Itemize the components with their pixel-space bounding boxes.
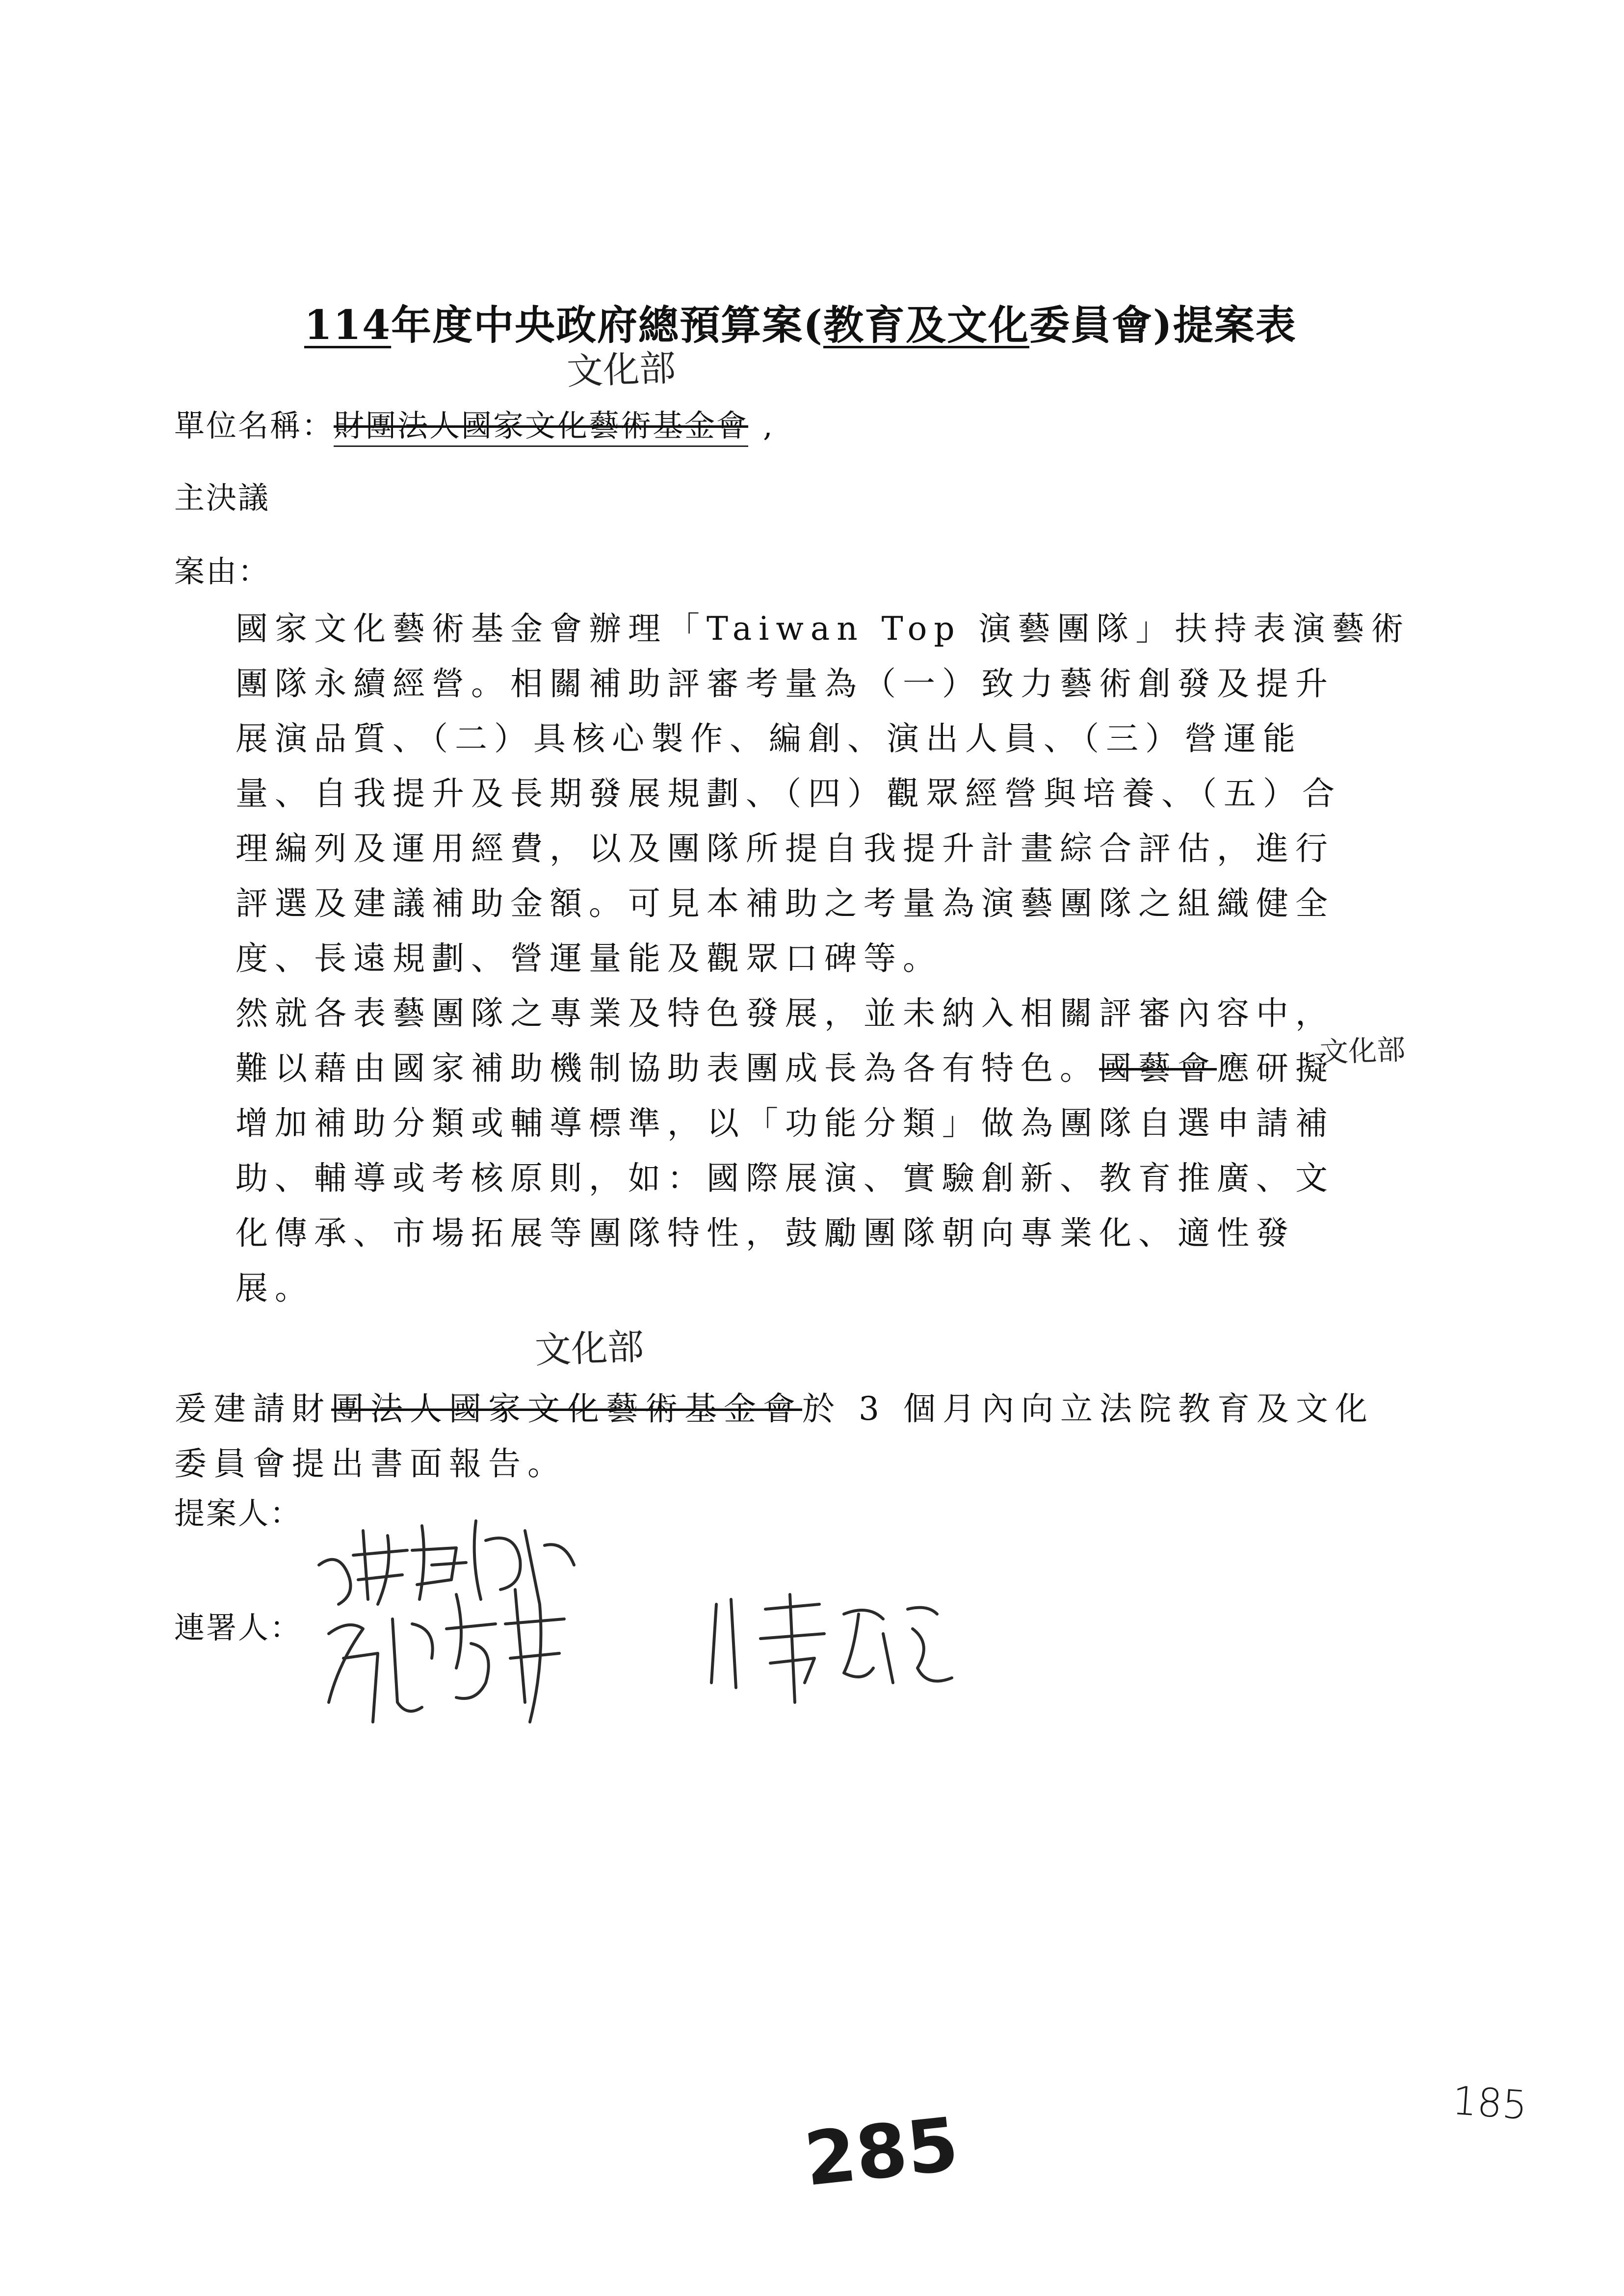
reason-line-9-struck: 國藝會 <box>1099 1049 1217 1087</box>
proposer-label: 提案人： <box>174 1495 302 1531</box>
title-suffix: 委員會)提案表 <box>1029 302 1297 349</box>
reason-line-9-after: 應研擬 <box>1217 1049 1335 1087</box>
reason-line-13: 展。 <box>236 1269 314 1307</box>
reason-line-5: 理編列及運用經費，以及團隊所提自我提升計畫綜合評估，進行 <box>236 830 1335 867</box>
request-line-2: 委員會提出書面報告。 <box>174 1445 567 1483</box>
reason-line-6: 評選及建議補助金額。可見本補助之考量為演藝團隊之組織健全 <box>236 885 1335 922</box>
document-title <box>304 293 1297 351</box>
handwritten-line-correction: 文化部 <box>1319 1032 1406 1070</box>
handwritten-request-correction: 文化部 <box>534 1326 645 1372</box>
unit-name-label: 單位名稱： <box>174 408 334 444</box>
reason-line-8: 然就各表藝團隊之專業及特色發展，並未納入相關評審內容中， <box>236 994 1335 1032</box>
reason-label: 案由： <box>174 553 270 589</box>
page-number-main: 285 <box>800 2102 963 2203</box>
request-line-1 <box>174 1383 1374 1429</box>
reason-line-2: 團隊永續經營。相關補助評審考量為（一）致力藝術創發及提升 <box>236 665 1335 703</box>
reason-line-4: 量、自我提升及長期發展規劃、（四）觀眾經營與培養、（五）合 <box>236 775 1341 812</box>
cosigner-signature-1 <box>309 1575 584 1742</box>
request-before: 爰建請財 <box>174 1390 331 1428</box>
reason-line-7: 度、長遠規劃、營運量能及觀眾口碑等。 <box>236 939 942 977</box>
reason-line-3: 展演品質、（二）具核心製作、編創、演出人員、（三）營運能 <box>236 720 1302 757</box>
reason-line-10: 增加補助分類或輔導標準，以「功能分類」做為團隊自選申請補 <box>236 1104 1335 1142</box>
reason-line-12: 化傳承、市場拓展等團隊特性，鼓勵團隊朝向專業化、適性發 <box>236 1214 1295 1252</box>
title-prefix: 年度中央政府總預算案( <box>391 302 823 349</box>
page-number-corner: 185 <box>1450 2077 1529 2129</box>
title-committee: 教育及文化 <box>823 302 1029 349</box>
unit-name-value: 財團法人國家文化藝術基金會 <box>334 408 748 447</box>
request-struck: 團法人國家文化藝術基金會 <box>331 1390 802 1428</box>
handwritten-unit-correction: 文化部 <box>566 347 677 393</box>
title-year: 114 <box>304 302 392 349</box>
cosigners-label: 連署人： <box>174 1610 302 1645</box>
main-resolution-label: 主決議 <box>174 480 270 516</box>
proposer-signature <box>309 1501 584 1619</box>
reason-line-9-before: 難以藉由國家補助機制協助表團成長為各有特色。 <box>236 1049 1099 1087</box>
reason-line-11: 助、輔導或考核原則，如：國際展演、實驗創新、教育推廣、文 <box>236 1159 1335 1197</box>
request-after: 於 3 個月內向立法院教育及文化 <box>802 1390 1374 1428</box>
unit-name-row: 單位名稱：財團法人國家文化藝術基金會 , <box>174 401 774 445</box>
reason-line-1: 國家文化藝術基金會辦理「Taiwan Top 演藝團隊」扶持表演藝術 <box>236 610 1411 648</box>
reason-line-9 <box>236 1042 1335 1089</box>
cosigner-signature-2 <box>697 1585 971 1732</box>
